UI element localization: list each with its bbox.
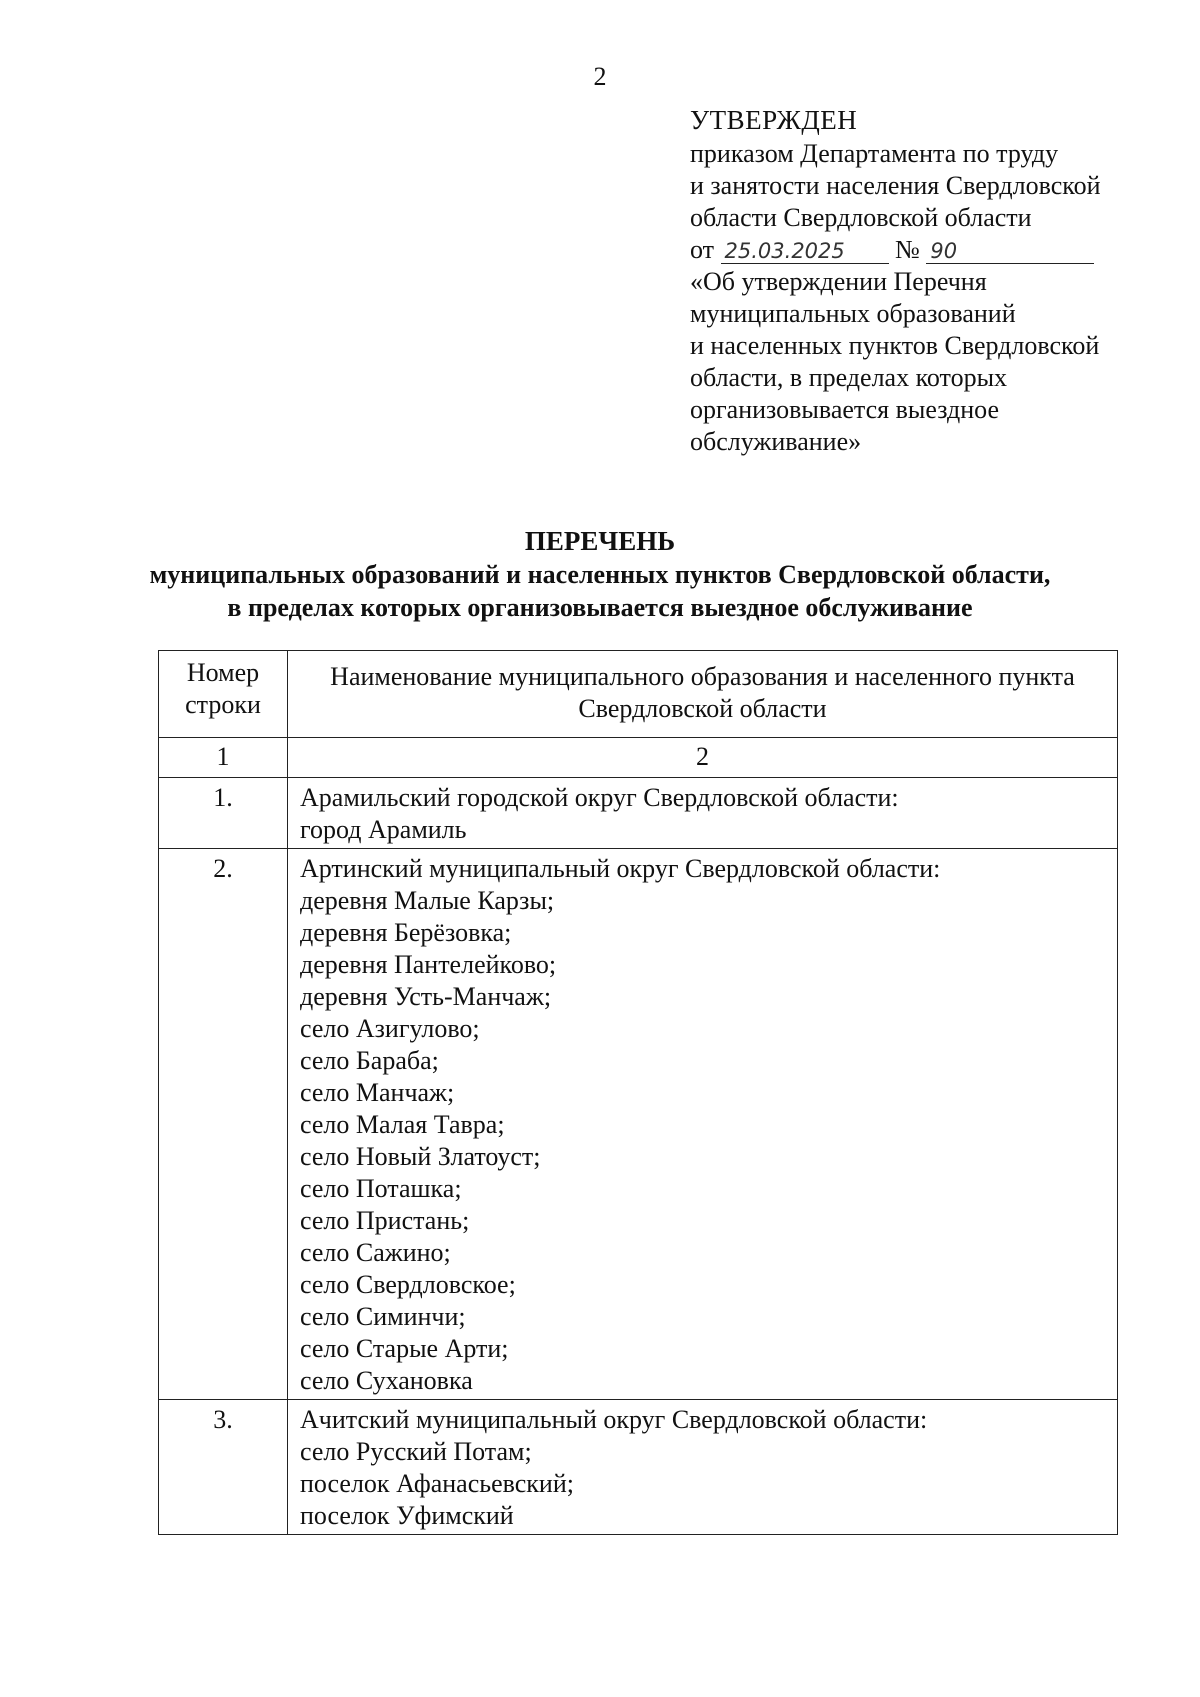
header-name: Наименование муниципального образования и населенного пункта Свердловской области (288, 651, 1118, 738)
header-row-number: Номер строки (159, 651, 288, 738)
order-title-line: «Об утверждении Перечня (690, 267, 987, 296)
row-number: 3. (159, 1400, 288, 1535)
settlement-item: село Сухановка (300, 1366, 473, 1395)
approval-stamp: УТВЕРЖДЕН (690, 105, 858, 135)
settlement-item: деревня Малые Карзы; (300, 886, 555, 915)
row-number: 2. (159, 849, 288, 1400)
row-content (288, 1400, 1118, 1535)
order-title-line: и населенных пунктов Свердловской (690, 331, 1100, 360)
column-index: 1 (159, 738, 288, 778)
heading-subtitle-line: муниципальных образований и населенных пунктов Свердловской области, (149, 560, 1051, 589)
settlement-item: село Старые Арти; (300, 1334, 509, 1363)
settlement-item: село Пристань; (300, 1206, 470, 1235)
settlement-item: село Сажино; (300, 1238, 451, 1267)
settlement-item: село Симинчи; (300, 1302, 466, 1331)
column-index-row (159, 738, 1118, 778)
document-heading (0, 524, 1200, 624)
table-row (159, 849, 1118, 1400)
approval-line: приказом Департамента по труду (690, 139, 1059, 168)
order-title-line: области, в пределах которых (690, 363, 1008, 392)
settlement-item: село Свердловское; (300, 1270, 516, 1299)
municipalities-table-wrap (158, 650, 1118, 1535)
date-prefix: от (690, 235, 715, 264)
table-row (159, 1400, 1118, 1535)
approval-block (690, 104, 1170, 458)
approval-date-line (690, 234, 1170, 266)
municipality-name: Артинский муниципальный округ Свердловской области: (300, 854, 941, 883)
column-index: 2 (288, 738, 1118, 778)
municipality-name: Арамильский городской округ Свердловской области: (300, 783, 899, 812)
settlement-item: село Манчаж; (300, 1078, 455, 1107)
row-number: 1. (159, 778, 288, 849)
settlement-item: деревня Пантелейково; (300, 950, 557, 979)
order-title-line: муниципальных образований (690, 299, 1016, 328)
heading-title: ПЕРЕЧЕНЬ (524, 526, 676, 556)
municipalities-table (158, 650, 1118, 1535)
settlement-item: село Новый Златоуст; (300, 1142, 541, 1171)
settlement-item: поселок Афанасьевский; (300, 1469, 574, 1498)
approval-line: области Свердловской области (690, 203, 1032, 232)
settlement-item: поселок Уфимский (300, 1501, 514, 1530)
approval-line: и занятости населения Свердловской (690, 171, 1101, 200)
table-row (159, 778, 1118, 849)
settlement-item: деревня Берёзовка; (300, 918, 512, 947)
heading-subtitle-line: в пределах которых организовывается выездное обслуживание (227, 593, 973, 622)
row-content (288, 778, 1118, 849)
settlement-item: село Бараба; (300, 1046, 439, 1075)
number-prefix: № (895, 235, 920, 264)
page-number: 2 (593, 62, 607, 91)
order-title-line: организовывается выездное (690, 395, 999, 424)
order-title-line: обслуживание» (690, 427, 862, 456)
settlement-item: село Малая Тавра; (300, 1110, 505, 1139)
handwritten-number: 90 (926, 239, 1094, 264)
table-header-row (159, 651, 1118, 738)
municipality-name: Ачитский муниципальный округ Свердловской области: (300, 1405, 928, 1434)
settlement-item: город Арамиль (300, 815, 467, 844)
handwritten-date: 25.03.2025 (721, 239, 889, 264)
settlement-item: село Азигулово; (300, 1014, 480, 1043)
settlement-item: деревня Усть-Манчаж; (300, 982, 552, 1011)
row-content (288, 849, 1118, 1400)
settlement-item: село Русский Потам; (300, 1437, 532, 1466)
settlement-item: село Поташка; (300, 1174, 462, 1203)
